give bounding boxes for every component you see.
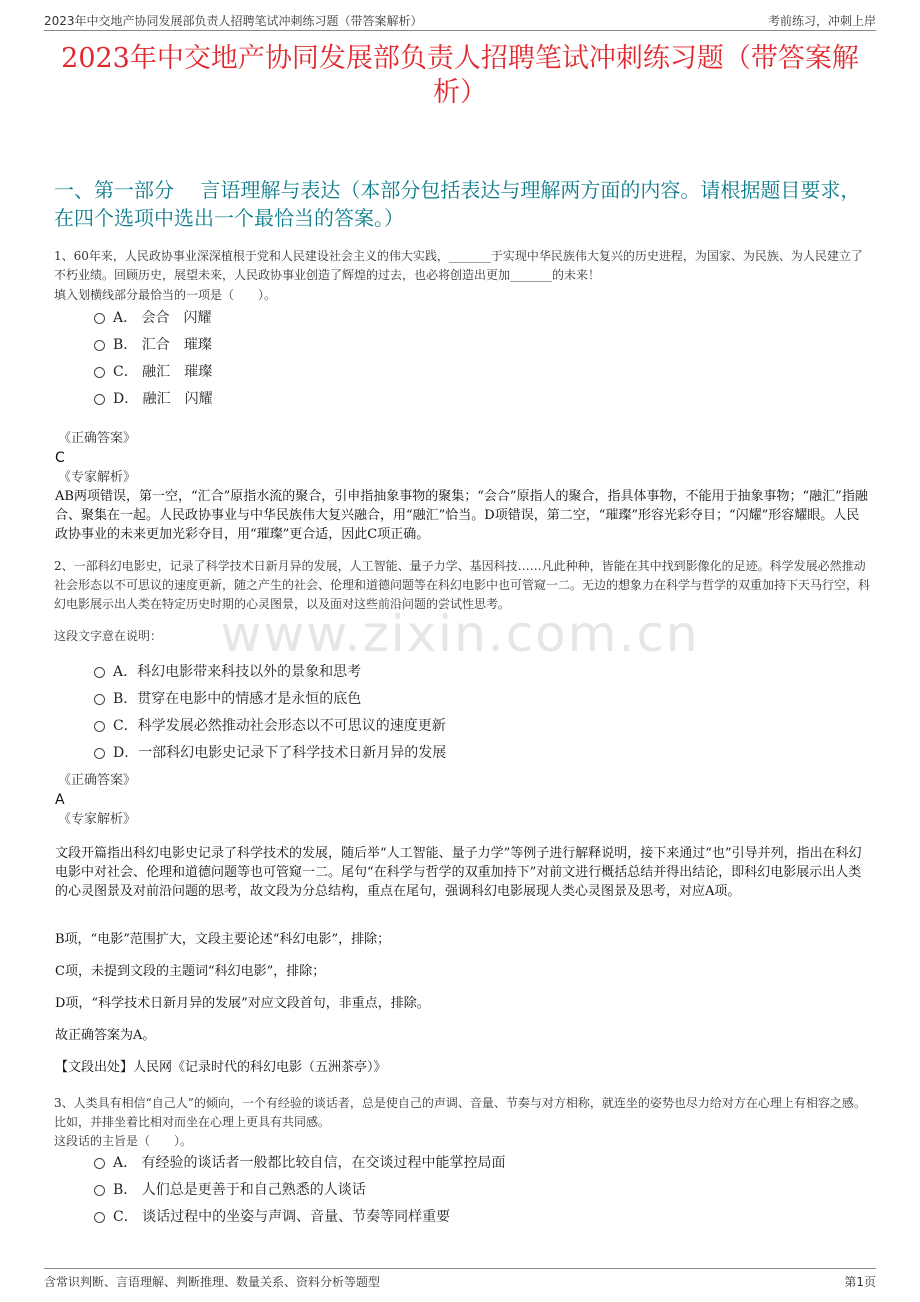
radio-icon[interactable]: [94, 1158, 105, 1169]
q2-source: 【文段出处】人民网《记录时代的科幻电影（五洲茶亭）》: [55, 1060, 387, 1075]
q1-analysis: AB两项错误，第一空，“汇合”原指水流的聚合，引申指抽象事物的聚集；“会合”原指人的聚合，指具体事物，不能用于抽象事物；“融汇”指融合、聚集在一起。人民政协事业与中华民族伟大复兴融合，用“融汇”恰当。D项错误，第二空，“璀璨”形容光彩夺目；“闪耀”形容耀眼。人民政协事业的未来更加光彩夺目，用“璀璨”更合适，因此C项正确。: [55, 489, 868, 542]
header-slogan: 考前练习，冲刺上岸: [767, 14, 876, 28]
q2-analysis-c: C项，未提到文段的主题词“科幻电影”，排除；: [55, 964, 326, 979]
q1-stem: 1、60年来，人民政协事业深深植根于党和人民建设社会主义的伟大实践，_______于实现中华民族伟大复兴的历史进程，为国家、为民族、为人民建立了不朽业绩。回顾历史，展望未来，人民政协事业创造了辉煌的过去，也必将创造出更加_______的未来！: [54, 249, 863, 282]
radio-icon[interactable]: [94, 1185, 105, 1196]
page-header: [44, 8, 876, 31]
section-heading: 一、第一部分 言语理解与表达（本部分包括表达与理解两方面的内容。请根据题目要求，在四个选项中选出一个最恰当的答案。）: [54, 178, 861, 230]
header-title: 2023年中交地产协同发展部负责人招聘笔试冲刺练习题（带答案解析）: [44, 14, 423, 28]
q2-prompt: 这段文字意在说明：: [54, 629, 163, 643]
radio-icon[interactable]: [94, 694, 105, 705]
q2-answer-label: 《正确答案》: [58, 773, 137, 788]
radio-icon[interactable]: [94, 748, 105, 759]
q3-stem: 3、人类具有相信“自己人”的倾向，一个有经验的谈话者，总是使自己的声调、音量、节奏与对方相称，就连坐的姿势也尽力给对方在心理上有相容之感。比如，并排坐着比相对而坐在心理上更具有共同感。: [54, 1096, 866, 1129]
q1-answer: C: [55, 450, 65, 466]
radio-icon[interactable]: [94, 313, 105, 324]
q2-option-a[interactable]: A．科幻电影带来科技以外的景象和思考: [94, 662, 361, 682]
q3-option-b[interactable]: B． 人们总是更善于和自己熟悉的人谈话: [94, 1180, 366, 1200]
q1-prompt: 填入划横线部分最恰当的一项是（ ）。: [54, 288, 277, 302]
radio-icon[interactable]: [94, 667, 105, 678]
q2-option-d[interactable]: D．一部科幻电影史记录下了科学技术日新月异的发展: [94, 743, 446, 763]
q2-analysis-conclusion: 故正确答案为A。: [55, 1028, 156, 1043]
q3-prompt: 这段话的主旨是（ ）。: [54, 1134, 193, 1148]
q1-option-d[interactable]: D． 融汇 闪耀: [94, 389, 213, 409]
page-number: 第1页: [844, 1275, 876, 1289]
q2-answer: A: [55, 792, 65, 808]
page-title: 2023年中交地产协同发展部负责人招聘笔试冲刺练习题（带答案解析）: [61, 43, 859, 108]
q3-option-a[interactable]: A． 有经验的谈话者一般都比较自信，在交谈过程中能掌控局面: [94, 1153, 506, 1173]
radio-icon[interactable]: [94, 721, 105, 732]
q2-option-c[interactable]: C．科学发展必然推动社会形态以不可思议的速度更新: [94, 716, 446, 736]
q2-option-b[interactable]: B．贯穿在电影中的情感才是永恒的底色: [94, 689, 361, 709]
q2-analysis-label: 《专家解析》: [58, 812, 137, 827]
q2-analysis-b: B项，“电影”范围扩大，文段主要论述“科幻电影”，排除；: [55, 932, 391, 947]
radio-icon[interactable]: [94, 394, 105, 405]
q3-option-c[interactable]: C． 谈话过程中的坐姿与声调、音量、节奏等同样重要: [94, 1207, 450, 1227]
q2-analysis-main: 文段开篇指出科幻电影史记录了科学技术的发展，随后举“人工智能、量子力学”等例子进行解释说明，接下来通过“也”引导并列，指出在科幻电影中对社会、伦理和道德问题等也可管窥一二。尾句“在科学与哲学的双重加持下”对前文进行概括总结并得出结论，即科幻电影展示出人类的心灵图景及对前沿问题的思考，故文段为分总结构，重点在尾句，强调科幻电影展现人类心灵图景及思考，对应A项。: [55, 846, 862, 899]
q1-option-c[interactable]: C． 融汇 璀璨: [94, 362, 212, 382]
q1-answer-label: 《正确答案》: [58, 431, 137, 446]
q2-analysis-d: D项，“科学技术日新月异的发展”对应文段首句，非重点，排除。: [55, 996, 430, 1011]
footer-topics: 含常识判断、言语理解、判断推理、数量关系、资料分析等题型: [44, 1275, 381, 1289]
q1-analysis-label: 《专家解析》: [58, 470, 137, 485]
q1-option-b[interactable]: B． 汇合 璀璨: [94, 335, 212, 355]
q2-stem: 2、一部科幻电影史，记录了科学技术日新月异的发展，人工智能、量子力学、基因科技……凡此种种，皆能在其中找到影像化的足迹。科学发展必然推动社会形态以不可思议的速度更新，随之产生的社会、伦理和道德问题等在科幻电影中也可管窥一二。无边的想象力在科学与哲学的双重加持下天马行空，科幻电影展示出人类在特定历史时期的心灵图景，以及面对这些前沿问题的尝试性思考。: [54, 559, 871, 611]
q1-option-a[interactable]: A． 会合 闪耀: [94, 308, 212, 328]
radio-icon[interactable]: [94, 1212, 105, 1223]
radio-icon[interactable]: [94, 367, 105, 378]
watermark: www.zixin.com.cn: [220, 605, 700, 663]
page-footer: [44, 1268, 876, 1291]
radio-icon[interactable]: [94, 340, 105, 351]
